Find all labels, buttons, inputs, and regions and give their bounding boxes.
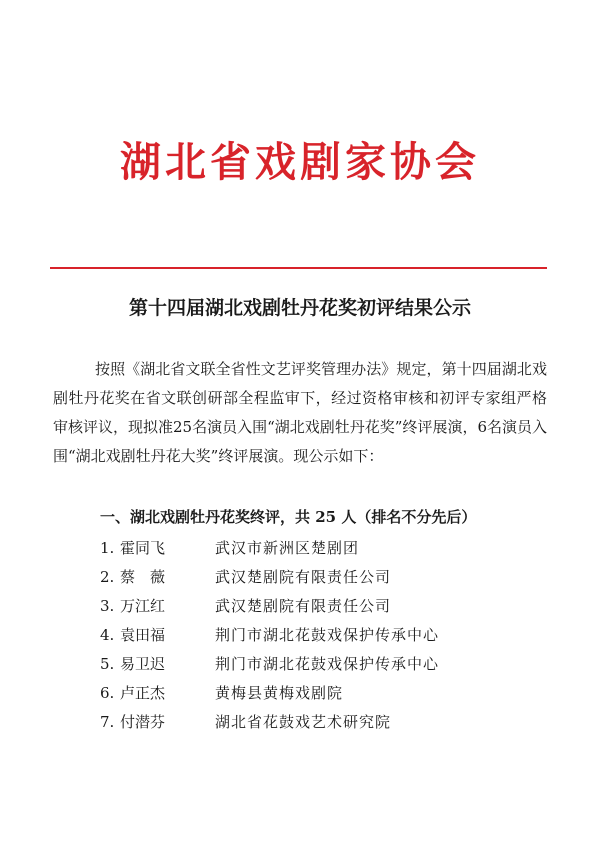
organization-letterhead: 湖北省戏剧家协会: [120, 138, 480, 186]
nominee-name: 蔡 薇: [120, 568, 166, 586]
nominee-organization: 荆门市湖北花鼓戏保护传承中心: [215, 626, 440, 644]
list-item: [100, 650, 540, 679]
nominee-number: 2.: [100, 568, 115, 586]
nominee-organization: 武汉市新洲区楚剧团: [215, 539, 360, 557]
list-item: [100, 708, 540, 737]
nominee-name: 卢正杰: [120, 684, 166, 702]
nominee-number: 6.: [100, 684, 115, 702]
nominee-organization: 荆门市湖北花鼓戏保护传承中心: [215, 655, 440, 673]
nominee-name: 付潜芬: [120, 713, 166, 731]
nominee-name: 万江红: [120, 597, 166, 615]
nominee-organization: 武汉楚剧院有限责任公司: [215, 597, 392, 615]
list-item: [100, 534, 540, 563]
list-item: [100, 621, 540, 650]
list-item: [100, 592, 540, 621]
nominee-organization: 武汉楚剧院有限责任公司: [215, 568, 392, 586]
nominee-organization: 黄梅县黄梅戏剧院: [215, 684, 344, 702]
nominee-organization: 湖北省花鼓戏艺术研究院: [215, 713, 392, 731]
nominee-name: 霍同飞: [120, 539, 166, 557]
nominee-number: 3.: [100, 597, 115, 615]
list-item: [100, 679, 540, 708]
intro-paragraph: 按照《湖北省文联全省性文艺评奖管理办法》规定，第十四届湖北戏剧牡丹花奖在省文联创研部全程监审下，经过资格审核和初评专家组严格审核评议，现拟准25名演员入围“湖北戏剧牡丹花奖”终评展演，6名演员入围“湖北戏剧牡丹花大奖”终评展演。现公示如下：: [53, 360, 547, 465]
nominee-number: 5.: [100, 655, 115, 673]
list-item: [100, 563, 540, 592]
nominee-name: 袁田福: [120, 626, 166, 644]
nominee-number: 7.: [100, 713, 115, 731]
nominee-number: 1.: [100, 539, 115, 557]
nominee-number: 4.: [100, 626, 115, 644]
document-title: 第十四届湖北戏剧牡丹花奖初评结果公示: [128, 297, 471, 319]
nominee-name: 易卫迟: [120, 655, 166, 673]
nominee-list: [100, 534, 540, 737]
section-heading: 一、湖北戏剧牡丹花奖终评，共 25 人（排名不分先后）: [100, 508, 477, 526]
letterhead-divider: [50, 267, 547, 269]
